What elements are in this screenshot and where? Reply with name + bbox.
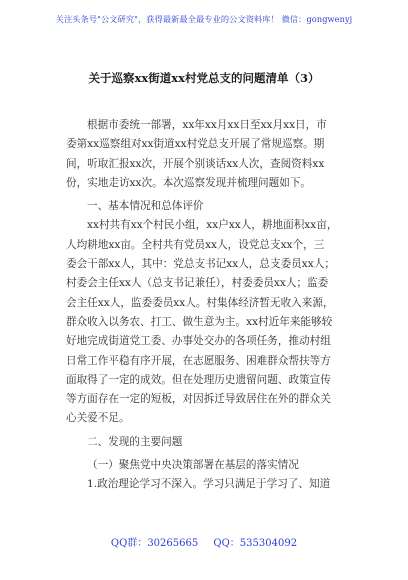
body-line: 间，听取汇报xx次，开展个别谈话xx人次，查阅资料xx — [66, 157, 325, 170]
body-line: 根据市委统一部署，xx年xx月xx日至xx月xx日，市 — [87, 119, 327, 131]
body-line: 委第xx巡察组对xx街道xx村党总支开展了常规巡察。期 — [66, 138, 325, 151]
body-line: 好地完成街道党工委、办事处交办的各项任务，推动村组 — [66, 335, 331, 348]
document-body — [66, 116, 356, 495]
body-line: 份，实地走访xx次。本次巡察发现并梳理问题如下。 — [66, 176, 312, 189]
body-line: 二、发现的主要问题 — [87, 435, 183, 448]
body-line: 委会干部xx人，其中：党总支书记xx人，总支委员xx人； — [66, 258, 335, 271]
body-line: xx村共有xx个村民小组，xx户xx人，耕地面积xx亩， — [87, 219, 338, 232]
body-line: 村委会主任xx人（总支书记兼任），村委委员xx人；监委 — [66, 277, 329, 290]
qq-number: QQ：535304092 — [213, 538, 298, 549]
header-banner[interactable]: 关注头条号"公文研究"，获得最新最全最专业的公文资料库！ 微信：gongwenyj — [55, 14, 353, 24]
footer-contact — [0, 534, 408, 549]
body-line: 一、基本情况和总体评价 — [87, 200, 204, 213]
body-line: 等方面存在一定的短板，对因拆迁导致居住在外的群众关 — [66, 393, 331, 406]
body-line: 人均耕地xx亩。全村共有党员xx人，设党总支xx个，三 — [66, 238, 325, 251]
body-line: 心关爱不足。 — [66, 412, 130, 425]
body-line: 会主任xx人，监委委员xx人。村集体经济暂无收入来源， — [66, 296, 334, 309]
body-line: （一）聚焦党中央决策部署在基层的落实情况 — [87, 459, 299, 472]
body-line: 1.政治理论学习不深入。学习只满足于学习了、知道 — [87, 478, 331, 491]
body-line: 日常工作平稳有序开展，在志愿服务、困难群众帮扶等方 — [66, 354, 331, 367]
body-line: 群众收入以务农、打工、做生意为主。xx村近年来能够较 — [66, 315, 333, 328]
qq-group: QQ群：30265665 — [110, 538, 199, 549]
body-line: 面取得了一定的成效。但在处理历史遗留问题、政策宣传 — [66, 373, 331, 386]
document-title: 关于巡察xx街道xx村党总支的问题清单（3） — [88, 71, 320, 85]
